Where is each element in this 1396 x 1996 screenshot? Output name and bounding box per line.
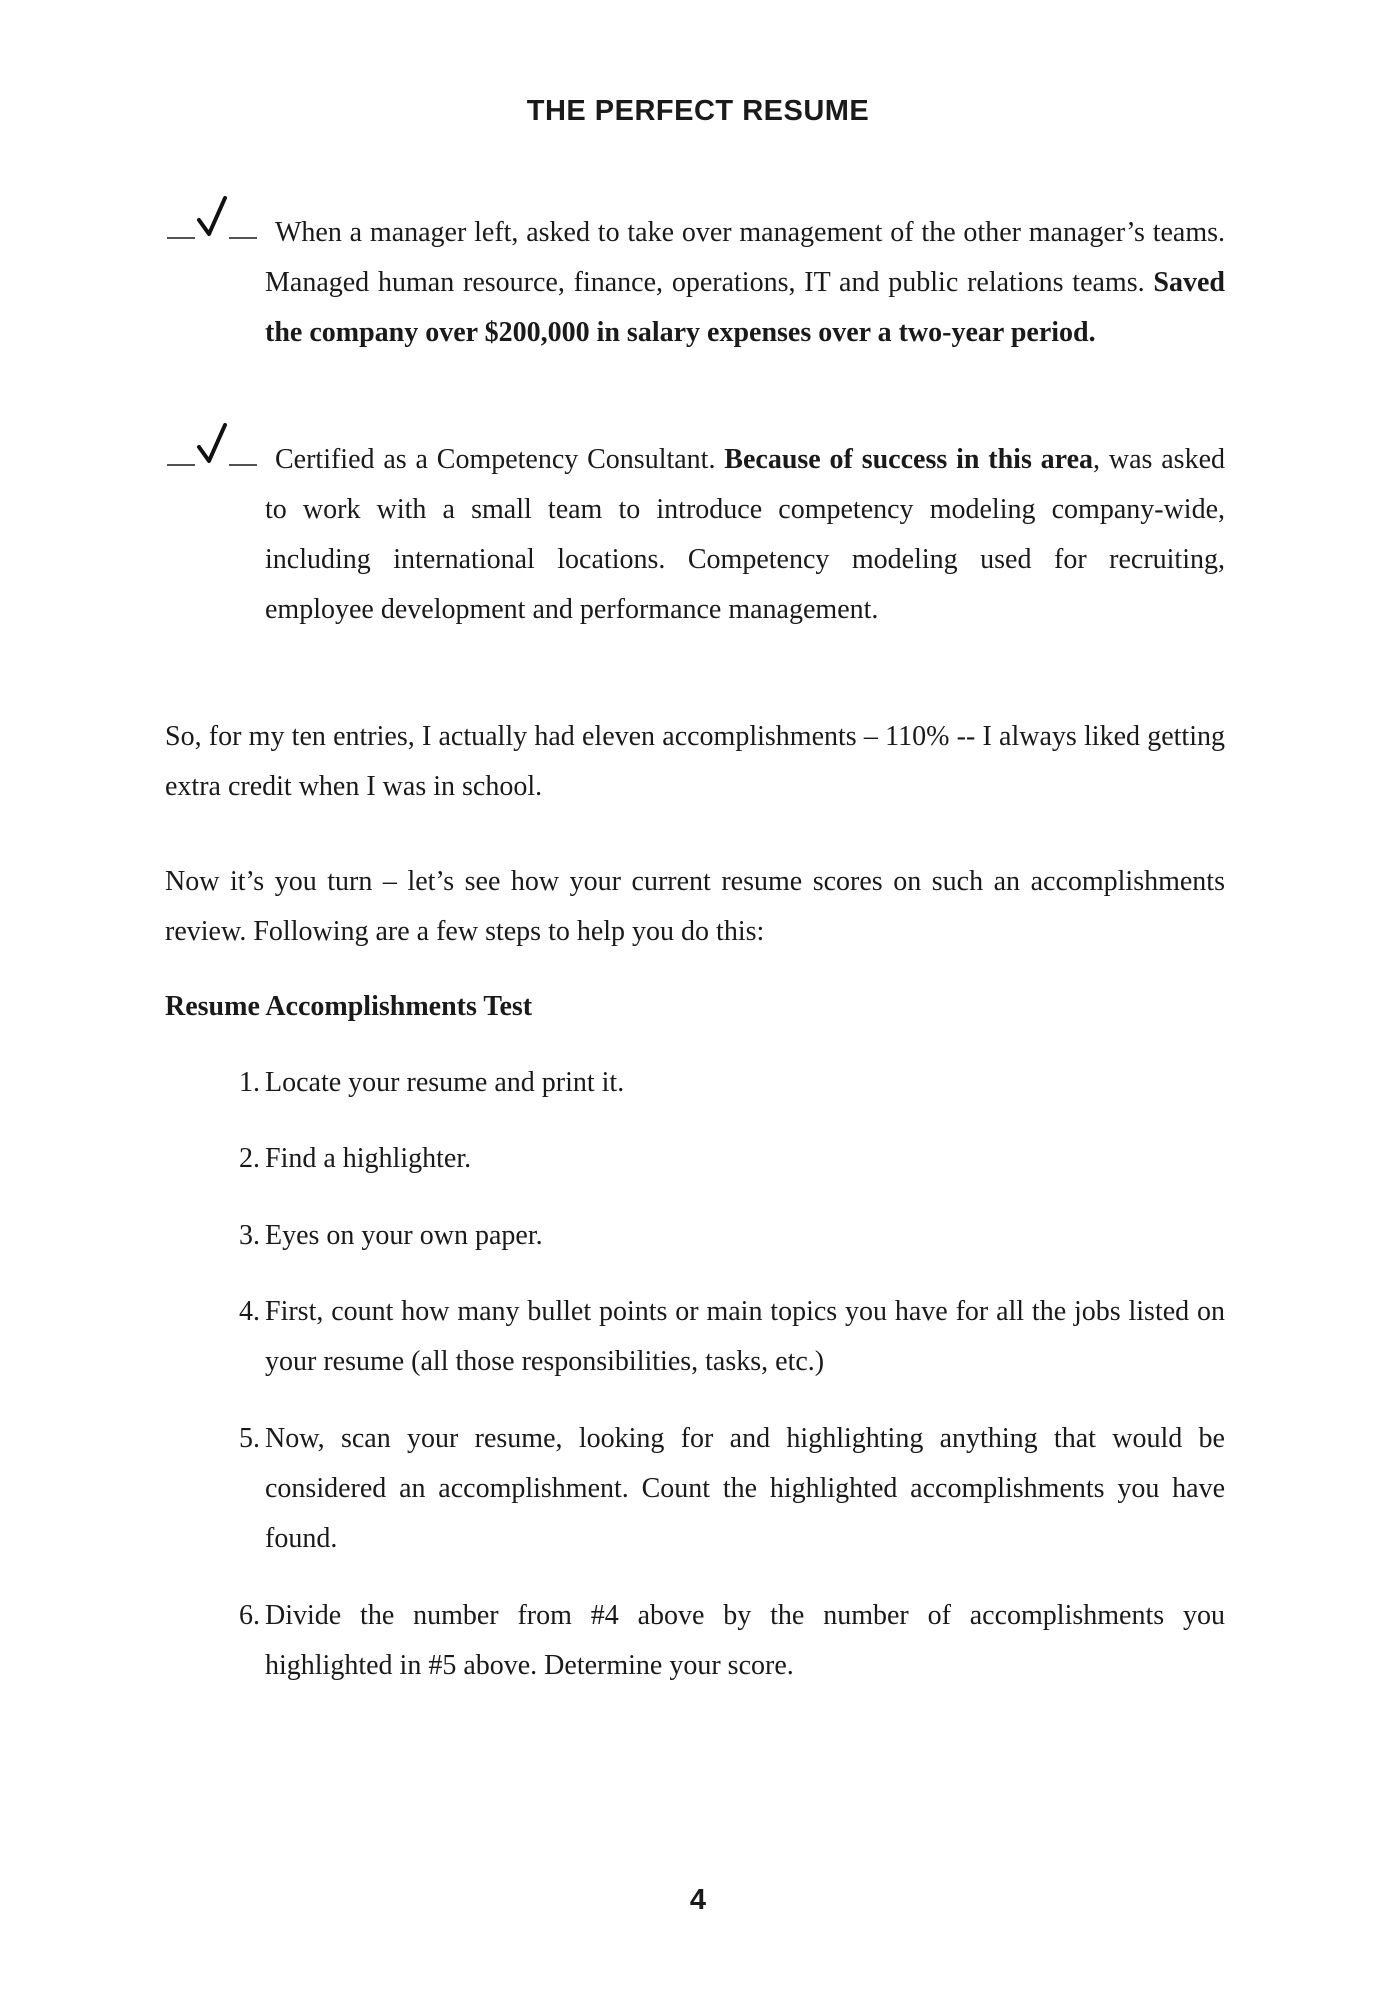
list-text: Eyes on your own paper.: [265, 1220, 543, 1251]
list-text: Now, scan your resume, looking for and highlighting anything that would be considered an accomplishment. Count the highlighted accomplishments you have found.: [265, 1423, 1225, 1554]
section-heading: Resume Accomplishments Test: [165, 991, 533, 1022]
list-text: Divide the number from #4 above by the number of accomplishments you highlighted in #5 above. Determine your score.: [265, 1600, 1225, 1681]
list-item: [165, 1287, 1225, 1387]
list-text: First, count how many bullet points or main topics you have for all the jobs listed on your resume (all those responsibilities, tasks, etc.): [265, 1296, 1225, 1377]
checkmark-icon: [165, 421, 265, 481]
list-number: 6.: [239, 1600, 260, 1631]
list-text: Find a highlighter.: [265, 1143, 472, 1174]
list-number: 1.: [239, 1067, 260, 1098]
body-paragraph: So, for my ten entries, I actually had eleven accomplishments – 110% -- I always liked getting extra credit when I was in school.: [165, 721, 1225, 802]
item-highlight: Saved the company over $200,000 in salary expenses over a two-year period.: [265, 267, 1225, 348]
list-number: 2.: [239, 1143, 260, 1174]
list-text: Locate your resume and print it.: [265, 1067, 625, 1098]
list-number: 3.: [239, 1220, 260, 1251]
checked-item: [165, 435, 1225, 635]
page-number: 4: [689, 1884, 707, 1916]
item-highlight: Because of success in this area: [724, 444, 1094, 475]
checkmark-icon: [165, 194, 265, 254]
list-number: 4.: [239, 1296, 260, 1327]
body-paragraph: Now it’s you turn – let’s see how your current resume scores on such an accomplishments review. Following are a few steps to help you do this:: [165, 866, 1225, 947]
list-item: [165, 1058, 1225, 1108]
item-text: , was asked to work with a small team to introduce competency modeling company-wide, including international locations. Competency modeling used for recruiting, employee development and performance management.: [265, 444, 1226, 625]
list-item: [165, 1211, 1225, 1261]
running-title: THE PERFECT RESUME: [526, 95, 870, 127]
item-text: When a manager left, asked to take over management of the other manager’s teams. Managed human resource, finance, operations, IT and public relations teams.: [265, 217, 1225, 298]
list-item: [165, 1591, 1225, 1691]
item-text: Certified as a Competency Consultant.: [275, 444, 725, 475]
list-item: [165, 1414, 1225, 1564]
checked-item: [165, 208, 1225, 358]
list-item: [165, 1134, 1225, 1184]
list-number: 5.: [239, 1423, 260, 1454]
